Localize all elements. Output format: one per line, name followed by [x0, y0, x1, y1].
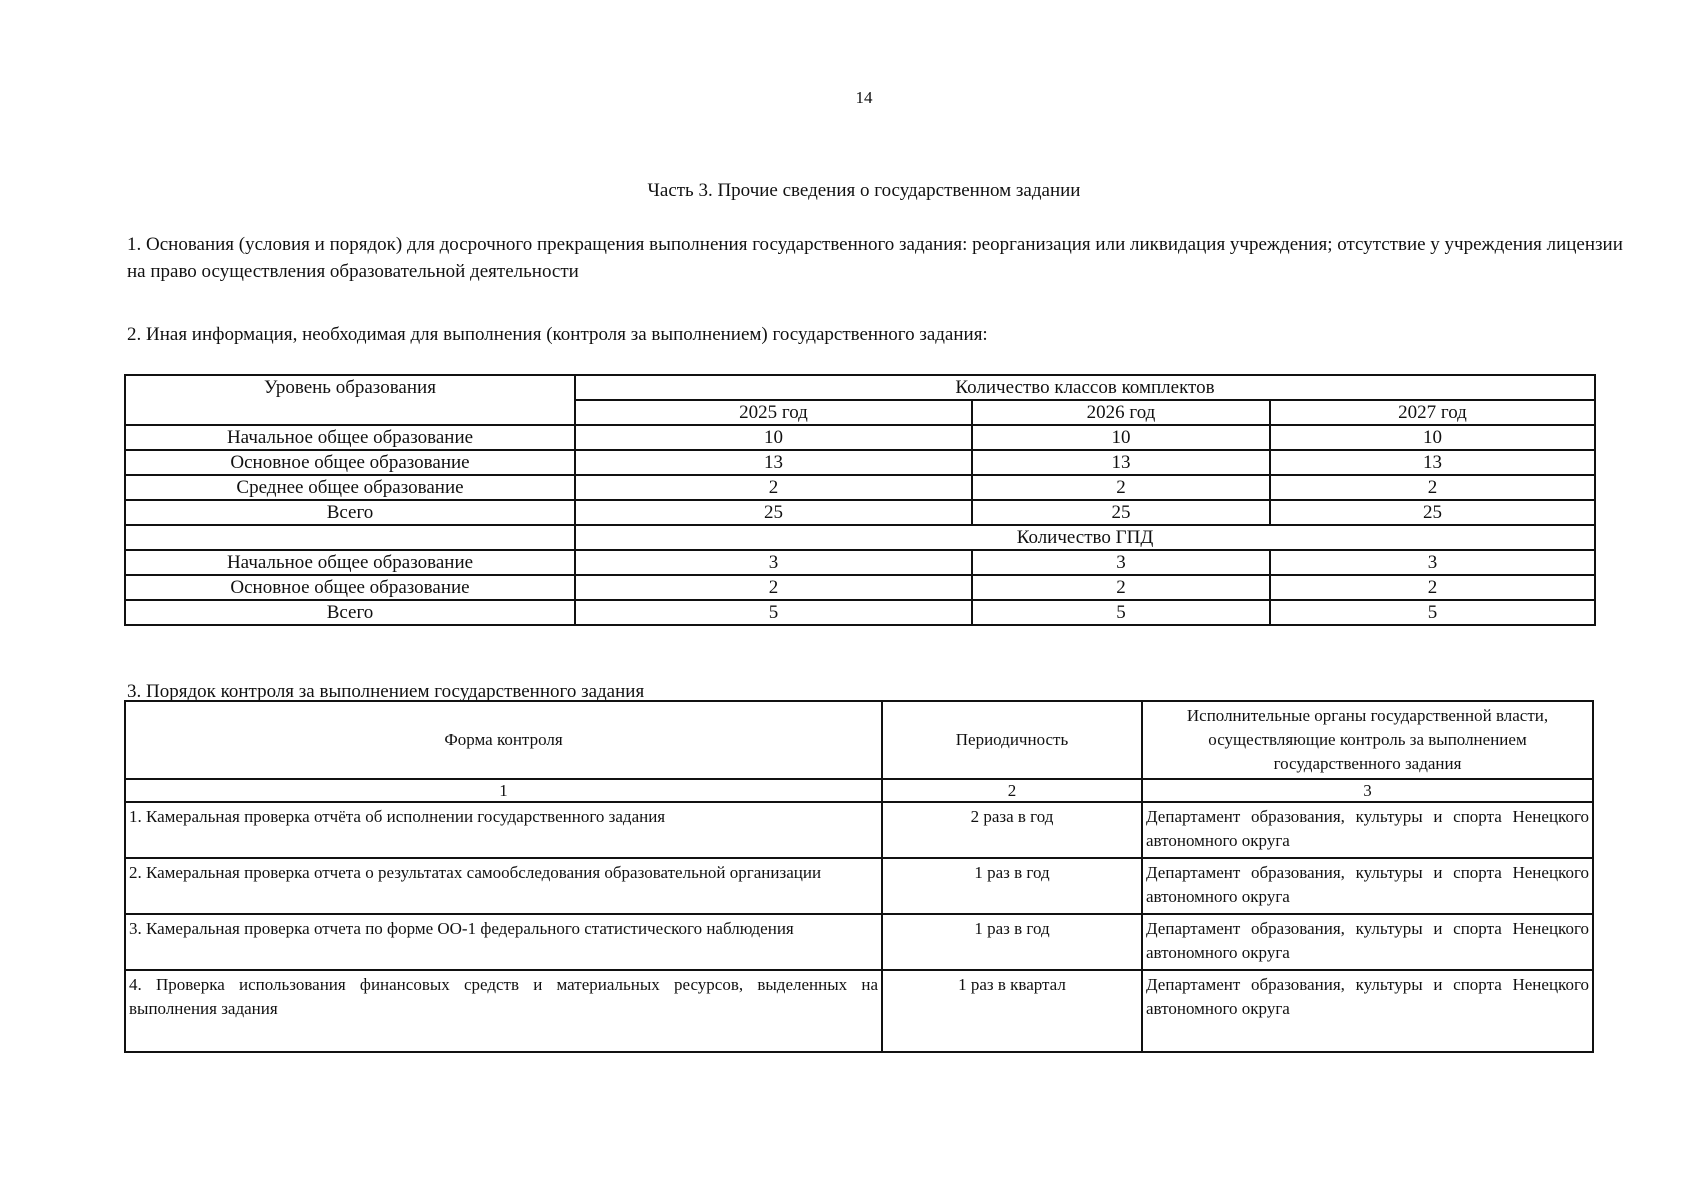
column-number: 2	[882, 779, 1142, 802]
cell-value: 2	[575, 575, 972, 600]
table-row	[125, 914, 1593, 970]
row-label: Основное общее образование	[125, 575, 575, 600]
executive-body-cell: Департамент образования, культуры и спорта Ненецкого автономного округа	[1142, 802, 1593, 858]
cell-value: 3	[1270, 550, 1595, 575]
column-number-row	[125, 779, 1593, 802]
periodicity-cell: 1 раз в год	[882, 914, 1142, 970]
header-year-2025: 2025 год	[575, 400, 972, 425]
cell-value: 13	[972, 450, 1270, 475]
table-row	[125, 475, 1595, 500]
cell-value: 2	[972, 475, 1270, 500]
row-label: Основное общее образование	[125, 450, 575, 475]
gpd-header-row	[125, 525, 1595, 550]
cell-value: 10	[972, 425, 1270, 450]
executive-body-cell: Департамент образования, культуры и спорта Ненецкого автономного округа	[1142, 914, 1593, 970]
header-year-2026: 2026 год	[972, 400, 1270, 425]
cell-value: 10	[1270, 425, 1595, 450]
control-order-heading: 3. Порядок контроля за выполнением государственного задания	[127, 681, 645, 702]
row-label: Начальное общее образование	[125, 425, 575, 450]
column-number: 3	[1142, 779, 1593, 802]
periodicity-cell: 1 раз в год	[882, 858, 1142, 914]
control-form-cell: 3. Камеральная проверка отчета по форме ОО-1 федерального статистического наблюдения	[125, 914, 882, 970]
table-header-row	[125, 701, 1593, 779]
control-form-cell: 4. Проверка использования финансовых средств и материальных ресурсов, выделенных на выполнения задания	[125, 970, 882, 1052]
table-row	[125, 450, 1595, 475]
row-label: Среднее общее образование	[125, 475, 575, 500]
header-class-count: Количество классов комплектов	[575, 375, 1595, 400]
class-count-table	[124, 374, 1596, 626]
row-label: Всего	[125, 600, 575, 625]
control-form-cell: 2. Камеральная проверка отчета о результатах самообследования образовательной организации	[125, 858, 882, 914]
table-header-row	[125, 375, 1595, 400]
table-row	[125, 550, 1595, 575]
empty-cell	[125, 525, 575, 550]
header-year-2027: 2027 год	[1270, 400, 1595, 425]
cell-value: 3	[575, 550, 972, 575]
termination-grounds-paragraph: 1. Основания (условия и порядок) для досрочного прекращения выполнения государственного задания: реорганизация или ликвидация учреждения; отсутствие у учреждения лицензии на право осуществления образовательной деятельности	[127, 234, 1623, 282]
executive-body-cell: Департамент образования, культуры и спорта Ненецкого автономного округа	[1142, 970, 1593, 1052]
column-number: 1	[125, 779, 882, 802]
header-gpd-count: Количество ГПД	[575, 525, 1595, 550]
other-info-paragraph: 2. Иная информация, необходимая для выполнения (контроля за выполнением) государственного задания:	[127, 324, 988, 345]
executive-body-cell: Департамент образования, культуры и спорта Ненецкого автономного округа	[1142, 858, 1593, 914]
page-number: 14	[855, 88, 873, 107]
cell-value: 5	[575, 600, 972, 625]
table-row-total	[125, 600, 1595, 625]
row-label: Начальное общее образование	[125, 550, 575, 575]
table-row	[125, 575, 1595, 600]
section-title: Часть 3. Прочие сведения о государственном задании	[647, 180, 1081, 201]
table-row	[125, 425, 1595, 450]
cell-value: 13	[575, 450, 972, 475]
cell-value: 2	[575, 475, 972, 500]
table-row	[125, 858, 1593, 914]
cell-value: 25	[1270, 500, 1595, 525]
header-periodicity: Периодичность	[882, 701, 1142, 779]
cell-value: 25	[972, 500, 1270, 525]
cell-value: 13	[1270, 450, 1595, 475]
row-label: Всего	[125, 500, 575, 525]
cell-value: 10	[575, 425, 972, 450]
table-row-total	[125, 500, 1595, 525]
table-row	[125, 970, 1593, 1052]
table-row	[125, 802, 1593, 858]
cell-value: 5	[972, 600, 1270, 625]
cell-value: 25	[575, 500, 972, 525]
header-control-form: Форма контроля	[125, 701, 882, 779]
periodicity-cell: 2 раза в год	[882, 802, 1142, 858]
header-education-level: Уровень образования	[125, 375, 575, 425]
cell-value: 5	[1270, 600, 1595, 625]
control-order-table	[124, 700, 1594, 1053]
cell-value: 3	[972, 550, 1270, 575]
cell-value: 2	[972, 575, 1270, 600]
cell-value: 2	[1270, 575, 1595, 600]
cell-value: 2	[1270, 475, 1595, 500]
header-executive-bodies: Исполнительные органы государственной власти, осуществляющие контроль за выполнением государственного задания	[1142, 701, 1593, 779]
periodicity-cell: 1 раз в квартал	[882, 970, 1142, 1052]
control-form-cell: 1. Камеральная проверка отчёта об исполнении государственного задания	[125, 802, 882, 858]
